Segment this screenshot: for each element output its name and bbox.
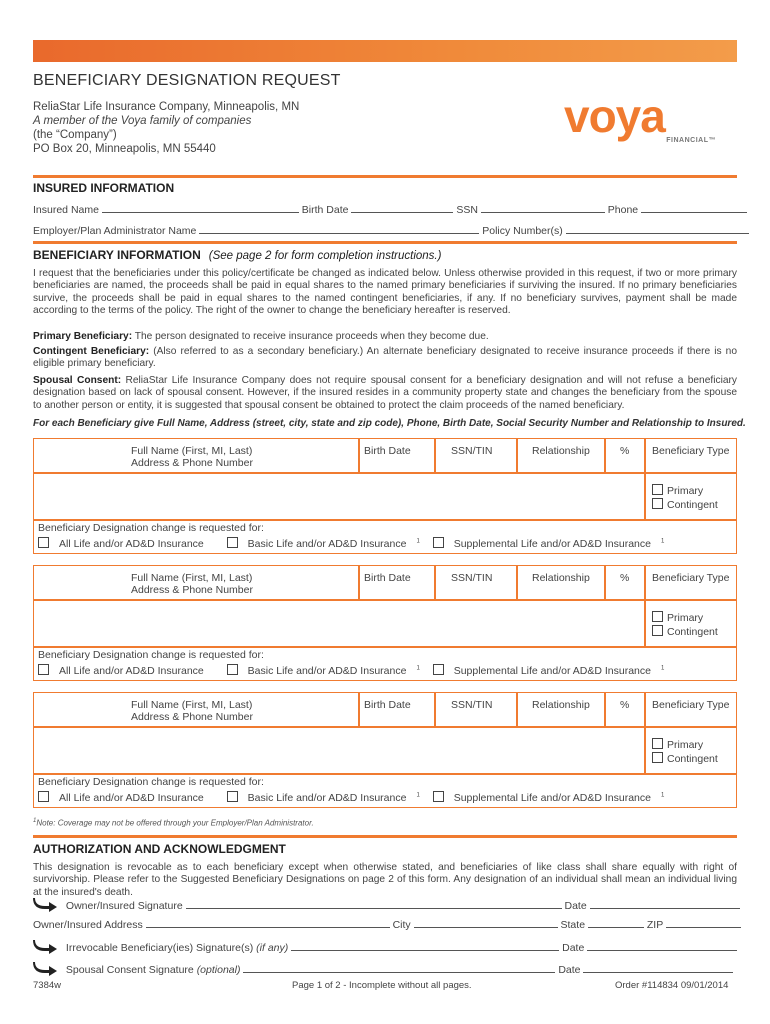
irrevocable-signature-label: Irrevocable Beneficiary(ies) Signature(s) [65,942,254,954]
logo-word: voya [564,90,665,142]
contingent-option-label: Contingent [667,753,718,765]
birth-date-field[interactable] [351,203,453,213]
voya-logo [558,90,728,153]
irrevocable-signature-field[interactable] [291,941,559,951]
policy-field[interactable] [566,224,749,234]
primary-checkbox[interactable] [652,738,663,749]
footnote-mark: 1 [416,665,420,671]
company-alias: (the “Company”) [33,129,117,141]
box-row-divider [34,519,736,521]
irrevocable-signature-row [33,938,737,954]
full-name-label: Full Name (First, MI, Last) [131,445,253,457]
col-divider [358,693,360,726]
col-percent: % [620,699,630,711]
all-life-label: All Life and/or AD&D Insurance [59,791,204,804]
spousal-signature-field[interactable] [243,963,555,973]
designation-options-2 [38,649,674,678]
primary-checkbox[interactable] [652,484,663,495]
contingent-term: Contingent Beneficiary: [33,346,150,357]
col-ssn: SSN/TIN [451,699,493,711]
form-title: BENEFICIARY DESIGNATION REQUEST [33,72,341,89]
logo-subtitle: FINANCIAL™ [666,137,716,144]
col-birth-date: Birth Date [364,445,411,457]
date-label: Date [558,964,581,976]
footnote-mark: 1 [416,538,420,544]
owner-date-field[interactable] [590,899,740,909]
col-ssn: SSN/TIN [451,572,493,584]
employer-field[interactable] [199,224,479,234]
col-divider [434,693,436,726]
ssn-label: SSN [456,204,478,216]
state-field[interactable] [588,918,644,928]
irrevocable-date-field[interactable] [587,941,737,951]
footnote-mark: 1 [416,792,420,798]
spousal-def: ReliaStar Life Insurance Company does not require spousal consent for a beneficiary designation and will not refuse a beneficiary designation based on lack of spousal consent. However, if the insured resides in a community property state and changes the beneficiary from the spouse to another person or entity, it is suggested that spousal consent be obtained to protect the claim proceeds of the named beneficiary. [33,375,737,411]
zip-label: ZIP [646,919,664,931]
basic-life-label: Basic Life and/or AD&D Insurance [247,791,407,804]
contingent-definition [33,346,737,371]
supplemental-life-checkbox[interactable] [433,664,444,675]
address-label: Address & Phone Number [131,584,253,596]
beneficiary-instruction: For each Beneficiary give Full Name, Address (street, city, state and zip code), Phone, Birth Date, Social Security Number and Relationship to Insured. [33,418,746,429]
designation-label: Beneficiary Designation change is requested for: [38,776,264,788]
primary-option-label: Primary [667,739,704,751]
col-divider [644,693,646,773]
col-full-name [131,572,253,602]
owner-address-label: Owner/Insured Address [33,919,143,931]
footnote-mark: 1 [661,665,665,671]
col-divider [604,693,606,726]
col-divider [434,566,436,599]
owner-signature-field[interactable] [186,899,562,909]
insured-name-label: Insured Name [33,204,99,216]
primary-term: Primary Beneficiary: [33,331,133,342]
coverage-note-text: Note: Coverage may not be offered through your Employer/Plan Administrator. [36,818,314,828]
auth-text: This designation is revocable as to each beneficiary except when otherwise stated, and beneficiaries of like class shall share equally with right of survivorship. Please refer to the Suggested Beneficiary Designations on page 2 of this form. Any designation of an individual shall mean an individual living at the insured's death. [33,862,737,898]
all-life-label: All Life and/or AD&D Insurance [59,537,204,550]
ssn-field[interactable] [481,203,605,213]
if-any-label: (if any) [256,942,289,954]
employer-label: Employer/Plan Administrator Name [33,225,197,237]
designation-options-1 [38,522,674,551]
col-full-name [131,445,253,475]
col-beneficiary-type: Beneficiary Type [652,572,730,584]
supplemental-life-checkbox[interactable] [433,537,444,548]
phone-field[interactable] [641,203,747,213]
contingent-checkbox[interactable] [652,625,663,636]
col-divider [516,693,518,726]
order-number: Order #114834 09/01/2014 [615,980,729,991]
primary-option-label: Primary [667,485,704,497]
col-birth-date: Birth Date [364,572,411,584]
beneficiary-type-options [652,484,718,512]
section-divider [33,835,737,838]
col-ssn: SSN/TIN [451,445,493,457]
col-full-name [131,699,253,729]
col-divider [516,566,518,599]
col-relationship: Relationship [532,572,590,584]
box-row-divider [34,773,736,775]
col-relationship: Relationship [532,699,590,711]
optional-label: (optional) [196,964,241,976]
sign-here-arrow-icon [33,896,59,912]
col-birth-date: Birth Date [364,699,411,711]
auth-section-title: AUTHORIZATION AND ACKNOWLEDGMENT [33,842,286,856]
sign-here-arrow-icon [33,938,59,954]
col-divider [434,439,436,472]
beneficiary-section-title [33,248,441,262]
supplemental-life-label: Supplemental Life and/or AD&D Insurance [453,537,651,550]
full-name-label: Full Name (First, MI, Last) [131,572,253,584]
address-label: Address & Phone Number [131,711,253,723]
state-label: State [560,919,586,931]
insured-section-title: INSURED INFORMATION [33,181,175,195]
basic-life-checkbox[interactable] [227,664,238,675]
contingent-checkbox[interactable] [652,752,663,763]
col-divider [358,439,360,472]
basic-life-checkbox[interactable] [227,537,238,548]
spousal-signature-label: Spousal Consent Signature [65,964,194,976]
col-beneficiary-type: Beneficiary Type [652,445,730,457]
designation-options-3 [38,776,674,805]
owner-address-field[interactable] [146,918,390,928]
col-divider [644,439,646,519]
address-label: Address & Phone Number [131,457,253,469]
birth-date-label: Birth Date [301,204,349,216]
contingent-def: (Also referred to as a secondary beneficiary.) An alternate beneficiary designated to receive insurance proceeds if there is no eligible primary beneficiary. [33,346,737,370]
box-row-divider [34,646,736,648]
coverage-note [33,818,314,828]
policy-label: Policy Number(s) [482,225,563,237]
spousal-term: Spousal Consent: [33,375,122,386]
contingent-checkbox[interactable] [652,498,663,509]
section-divider [33,175,737,178]
col-divider [358,566,360,599]
owner-address-row [33,918,741,931]
supplemental-life-label: Supplemental Life and/or AD&D Insurance [453,664,651,677]
all-life-checkbox[interactable] [38,791,49,802]
col-divider [604,566,606,599]
supplemental-life-checkbox[interactable] [433,791,444,802]
col-percent: % [620,572,630,584]
owner-signature-label: Owner/Insured Signature [65,900,183,912]
primary-option-label: Primary [667,612,704,624]
basic-life-label: Basic Life and/or AD&D Insurance [247,537,407,550]
date-label: Date [564,900,587,912]
all-life-checkbox[interactable] [38,664,49,675]
all-life-checkbox[interactable] [38,537,49,548]
sign-here-arrow-icon [33,960,59,976]
company-po-box: PO Box 20, Minneapolis, MN 55440 [33,143,216,155]
section-divider [33,241,737,244]
spousal-signature-row [33,960,733,976]
company-affiliation: A member of the Voya family of companies [33,115,252,127]
beneficiary-intro: I request that the beneficiaries under this policy/certificate be changed as indicated below. Unless otherwise provided in this request, if two or more primary beneficiaries are named, the proceeds shall be paid in equal shares to the named primary beneficiaries if surviving the insured. If no primary beneficiaries survive, the proceeds shall be paid in equal shares to the named contingent beneficiaries, if any. If no beneficiary survives, payment shall be made according to the terms of the policy. The right of the owner to change the beneficiary hereafter is reserved. [33,268,737,317]
footnote-mark: 1 [33,818,37,824]
col-divider [604,439,606,472]
page-indicator: Page 1 of 2 - Incomplete without all pages. [292,980,472,991]
footnote-mark: 1 [661,792,665,798]
col-divider [644,566,646,646]
date-label: Date [562,942,585,954]
insured-row-1 [33,203,747,216]
designation-label: Beneficiary Designation change is requested for: [38,649,264,661]
basic-life-checkbox[interactable] [227,791,238,802]
col-beneficiary-type: Beneficiary Type [652,699,730,711]
city-field[interactable] [414,918,558,928]
col-relationship: Relationship [532,445,590,457]
all-life-label: All Life and/or AD&D Insurance [59,664,204,677]
spousal-definition [33,375,737,412]
col-percent: % [620,445,630,457]
form-number: 7384w [33,980,61,991]
beneficiary-type-options [652,611,718,639]
full-name-label: Full Name (First, MI, Last) [131,699,253,711]
primary-def: The person designated to receive insurance proceeds when they become due. [132,331,489,342]
beneficiary-subtitle: (See page 2 for form completion instructions.) [208,250,442,262]
company-name: ReliaStar Life Insurance Company, Minneapolis, MN [33,101,300,113]
insured-name-field[interactable] [102,203,299,213]
city-label: City [392,919,411,931]
supplemental-life-label: Supplemental Life and/or AD&D Insurance [453,791,651,804]
primary-definition [33,331,737,343]
insured-row-2 [33,224,749,237]
contingent-option-label: Contingent [667,499,718,511]
phone-label: Phone [607,204,639,216]
header-color-bar [33,40,737,62]
primary-checkbox[interactable] [652,611,663,622]
spousal-date-field[interactable] [583,963,733,973]
beneficiary-type-options [652,738,718,766]
company-address [33,100,299,156]
basic-life-label: Basic Life and/or AD&D Insurance [247,664,407,677]
contingent-option-label: Contingent [667,626,718,638]
zip-field[interactable] [666,918,741,928]
beneficiary-title: BENEFICIARY INFORMATION [33,248,201,262]
designation-label: Beneficiary Designation change is requested for: [38,522,264,534]
owner-signature-row [33,896,740,912]
footnote-mark: 1 [661,538,665,544]
col-divider [516,439,518,472]
